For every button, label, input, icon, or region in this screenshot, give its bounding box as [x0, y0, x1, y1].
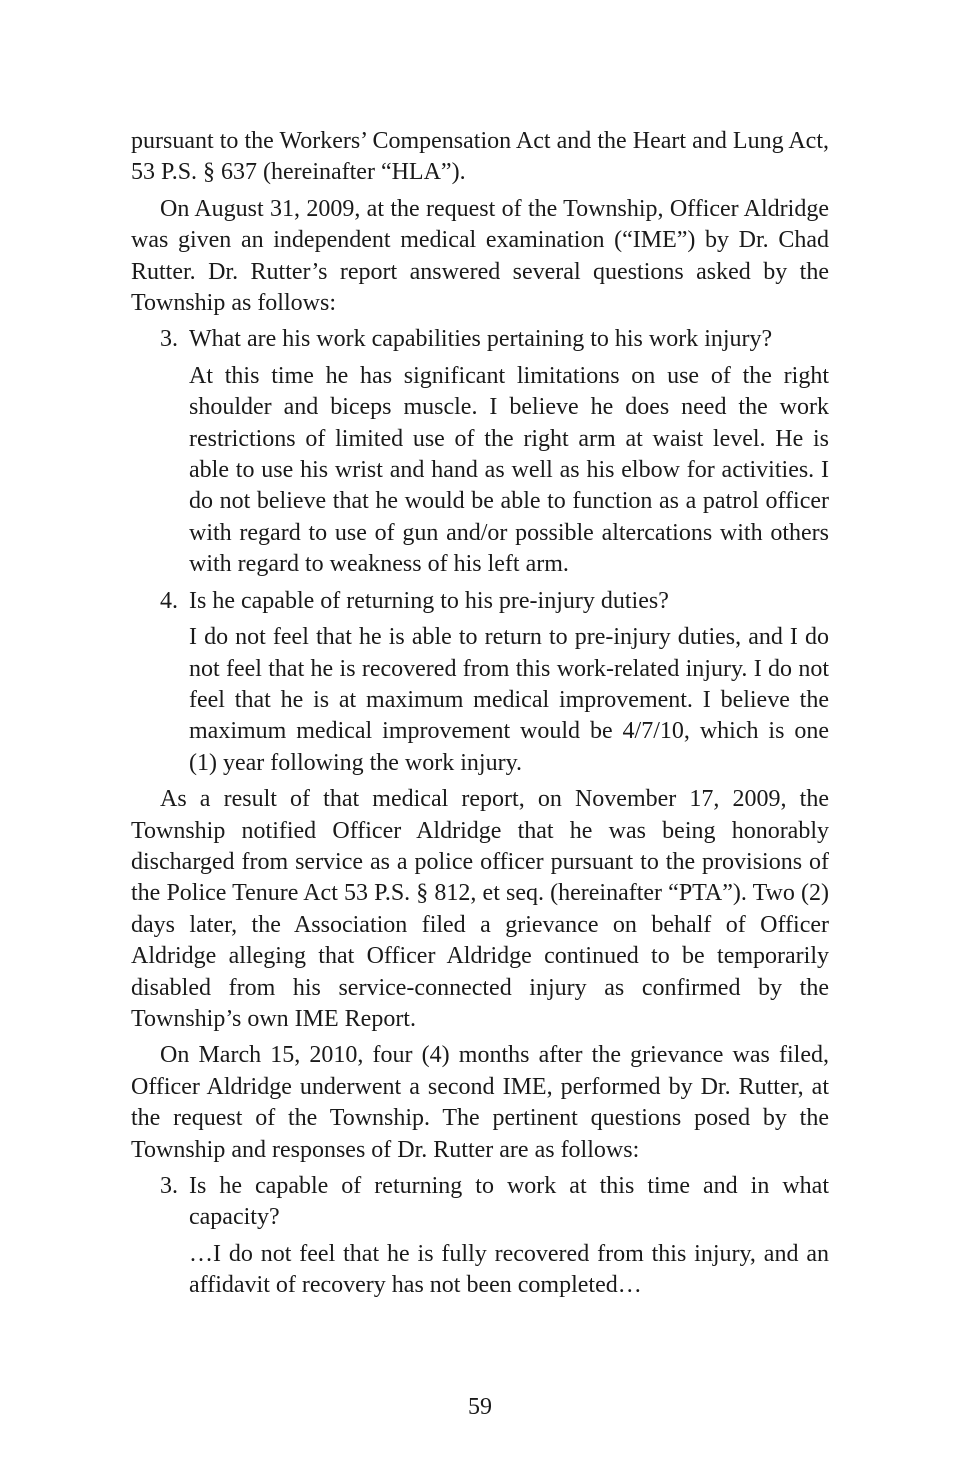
answer-text: At this time he has significant limitations on use of the right shoulder and biceps muscle. I believe he does need the work restrictions of limited use of the right arm at waist level. He is able to use his wrist and hand as well as his elbow for activities. I do not believe that he would be able to function as a patrol officer with regard to use of gun and/or possible altercations with others with regard to weakness of his left arm.	[189, 362, 829, 578]
paragraph-ime-second: On March 15, 2010, four (4) months after the grievance was filed, Officer Aldridge underwent a second IME, performed by Dr. Rutter, at the request of the Township. The pertinent questions posed by the Township and responses of Dr. Rutter are as follows:	[131, 1042, 829, 1163]
document-body	[131, 126, 829, 1307]
question-item	[131, 1171, 829, 1234]
question-text: Is he capable of returning to work at this time and in what capacity?	[189, 1173, 829, 1231]
question-item	[131, 586, 829, 617]
question-number: 3.	[160, 326, 178, 353]
page-number: 59	[468, 1394, 492, 1420]
question-text: Is he capable of returning to his pre-injury duties?	[189, 587, 669, 614]
question-text: What are his work capabilities pertaining to his work injury?	[189, 326, 773, 353]
question-number: 3.	[160, 1173, 178, 1199]
question-item	[131, 324, 829, 355]
question-number: 4.	[160, 587, 178, 614]
paragraph-discharge: As a result of that medical report, on November 17, 2009, the Township notified Officer Aldridge that he was being honorably discharged from service as a police officer pursuant to the provisions of the Police Tenure Act 53 P.S. § 812, et seq. (hereinafter “PTA”). Two (2) days later, the Association filed a grievance on behalf of Officer Aldridge alleging that Officer Aldridge continued to be temporarily disabled from his service-connected injury as confirmed by the Township’s own IME Report.	[131, 786, 829, 1032]
answer-text: …I do not feel that he is fully recovered from this injury, and an affidavit of recovery has not been completed…	[189, 1240, 829, 1299]
paragraph-ime-first: On August 31, 2009, at the request of the Township, Officer Aldridge was given an independent medical examination (“IME”) by Dr. Chad Rutter. Dr. Rutter’s report answered several questions asked by the Township as follows:	[131, 195, 829, 317]
answer-text: I do not feel that he is able to return to pre-injury duties, and I do not feel that he is recovered from this work-related injury. I do not feel that he is at maximum medical improvement. I believe the maximum medical improvement would be 4/7/10, which is one (1) year following the work injury.	[189, 624, 829, 776]
paragraph-continuation: pursuant to the Workers’ Compensation Act and the Heart and Lung Act, 53 P.S. § 637 (hereinafter “HLA”).	[131, 128, 829, 186]
